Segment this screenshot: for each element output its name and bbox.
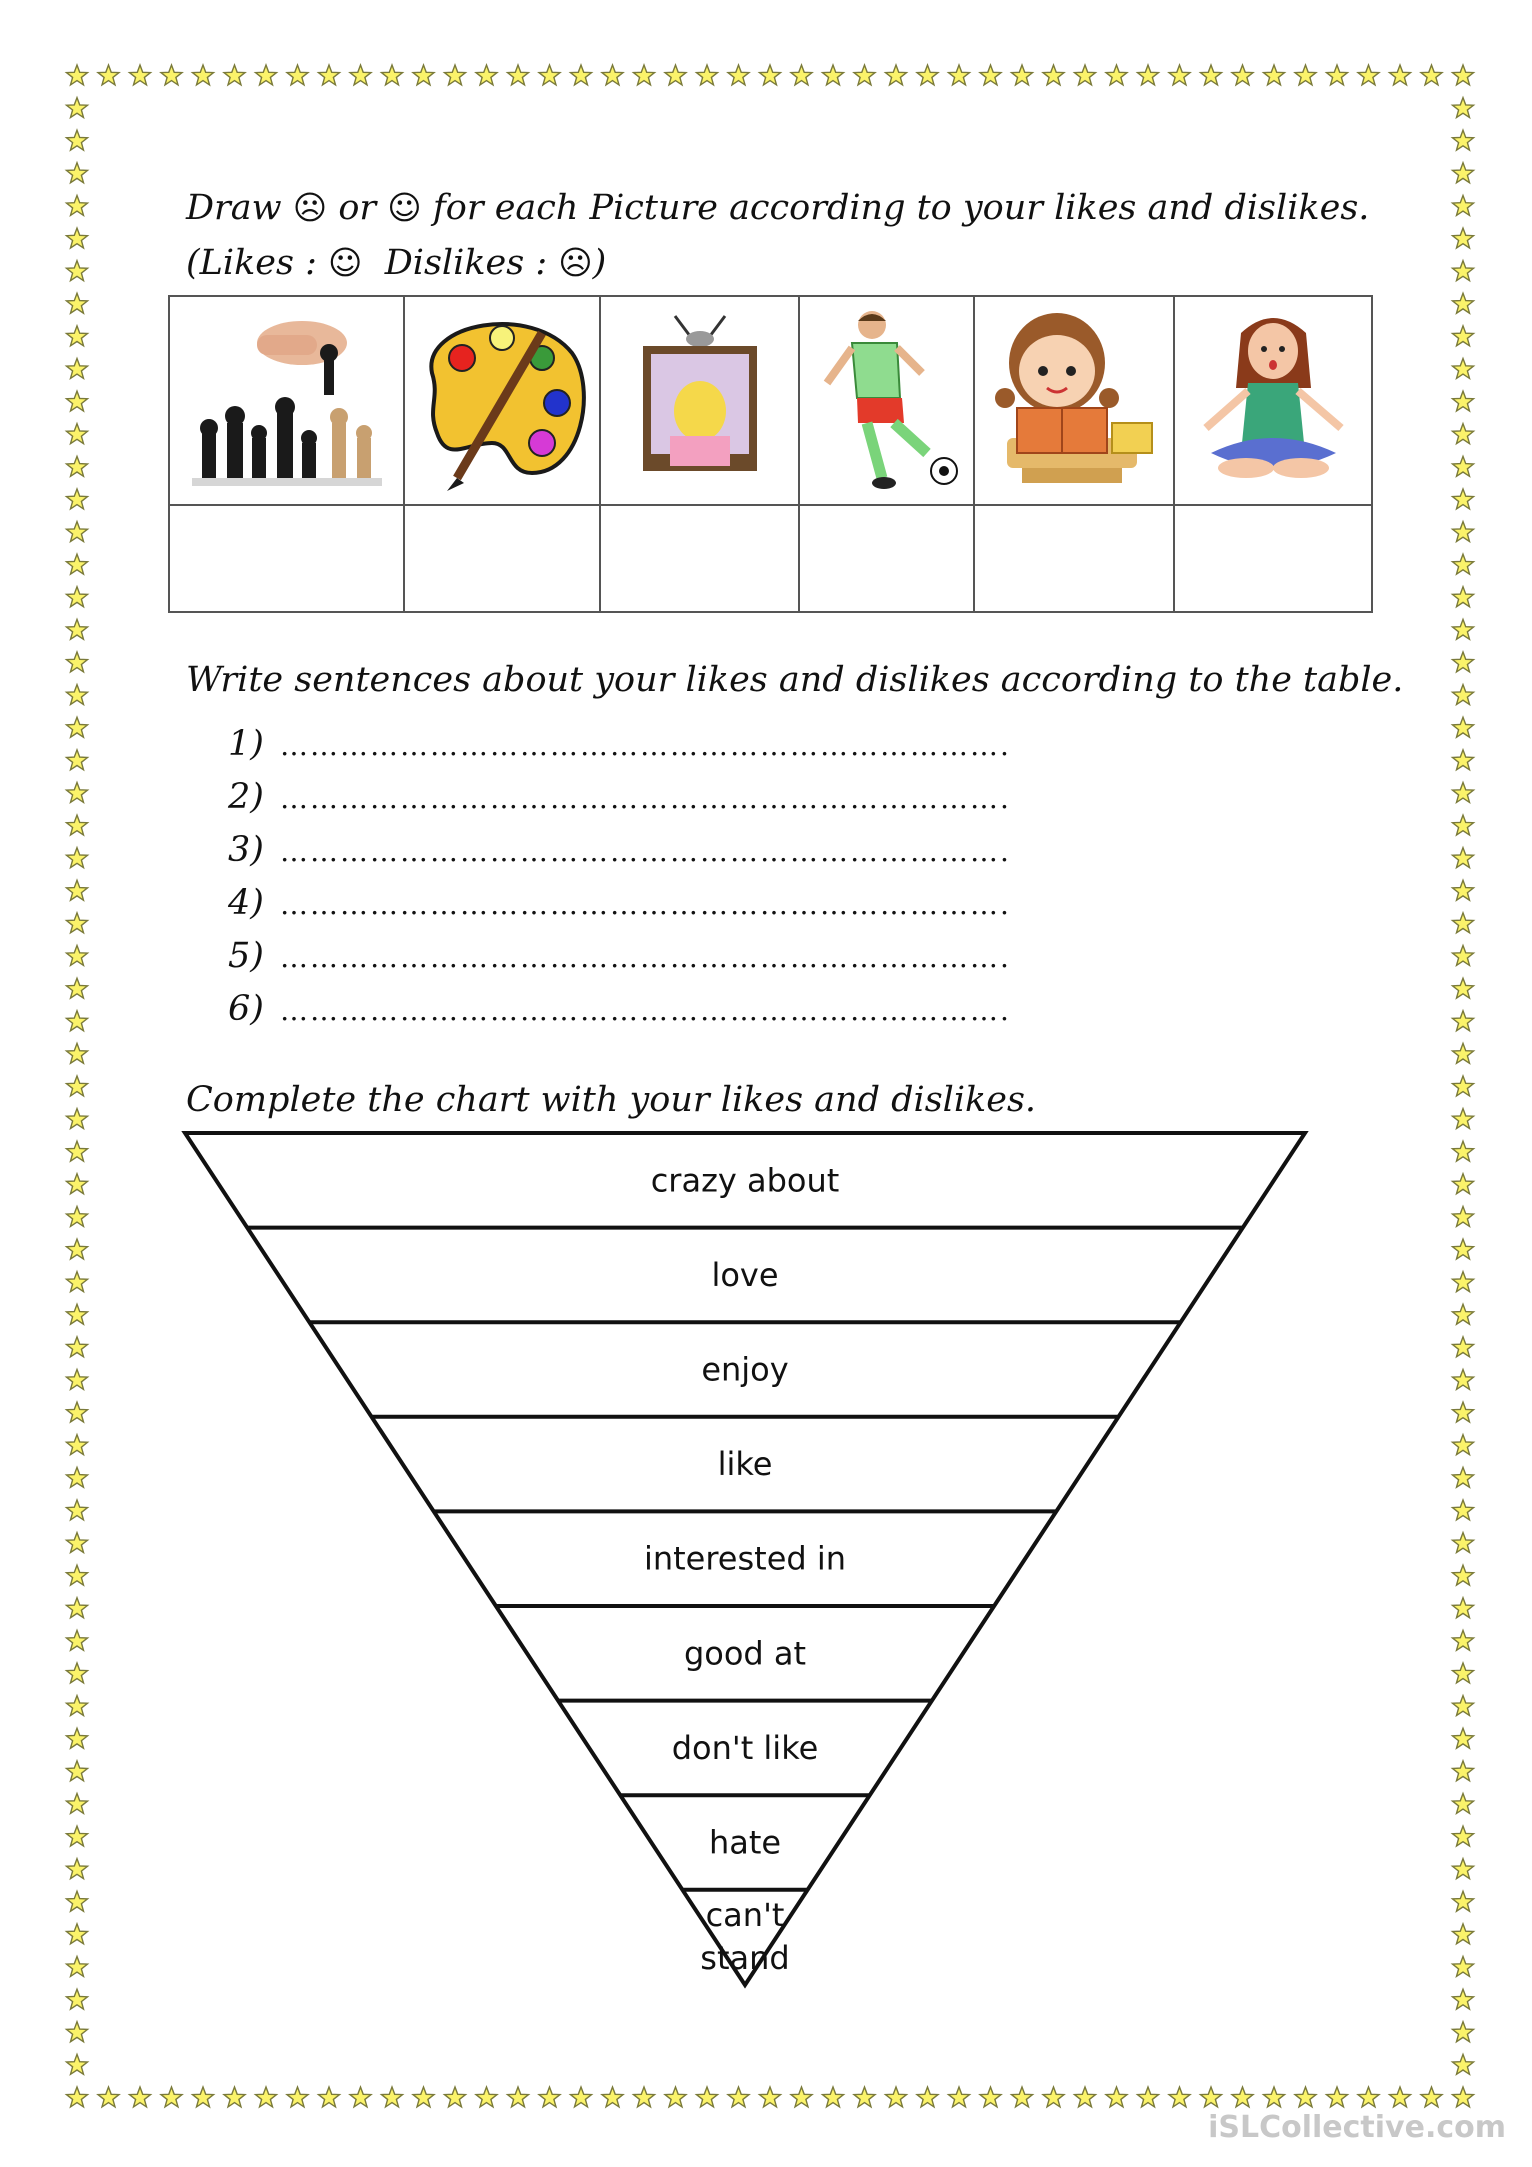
pyramid-level-label: hate xyxy=(708,1823,782,1862)
dotted-line: ………………………………………………………………. xyxy=(280,835,1011,868)
pyramid-level-label-cant-stand: stand xyxy=(700,1938,790,1977)
dislikes-label: Dislikes : xyxy=(384,243,548,283)
sad-face-icon: ☹ xyxy=(558,243,593,282)
line-number: 4) xyxy=(228,883,264,923)
line-number: 3) xyxy=(228,830,264,870)
footer-watermark: iSLCollective.com xyxy=(1208,2110,1506,2145)
draw-instruction-text: for each Picture according to your likes and dislikes. xyxy=(432,188,1370,228)
close-paren: ) xyxy=(592,243,607,283)
dotted-line: ………………………………………………………………. xyxy=(280,888,1011,921)
happy-face-icon: ☺ xyxy=(328,243,363,282)
sad-face-icon: ☹ xyxy=(292,188,328,227)
pyramid-level-label: crazy about xyxy=(650,1161,840,1200)
pyramid-level-label-cant-stand: can't xyxy=(705,1895,785,1934)
likes-label: (Likes : xyxy=(186,243,317,283)
dotted-line: ………………………………………………………………. xyxy=(280,729,1011,762)
dotted-line: ………………………………………………………………. xyxy=(280,941,1011,974)
line-number: 2) xyxy=(228,777,264,817)
dotted-line: ………………………………………………………………. xyxy=(280,782,1011,815)
pyramid-level-label: don't like xyxy=(671,1728,819,1767)
pyramid-level-label: love xyxy=(711,1255,779,1294)
dotted-line: ………………………………………………………………. xyxy=(280,994,1011,1027)
line-number: 6) xyxy=(228,989,264,1029)
line-number: 5) xyxy=(228,936,264,976)
write-instruction: Write sentences about your likes and dislikes according to the table. xyxy=(186,660,1404,700)
pyramid-level-label: enjoy xyxy=(701,1350,789,1389)
chart-instruction: Complete the chart with your likes and dislikes. xyxy=(186,1080,1037,1120)
line-number: 1) xyxy=(228,724,264,764)
pyramid-level-label: like xyxy=(717,1445,773,1484)
pyramid-level-label: interested in xyxy=(643,1539,847,1578)
draw-word: Draw xyxy=(186,188,282,228)
pyramid-level-label: good at xyxy=(683,1634,807,1673)
or-word: or xyxy=(338,188,377,228)
happy-face-icon: ☺ xyxy=(387,188,422,227)
